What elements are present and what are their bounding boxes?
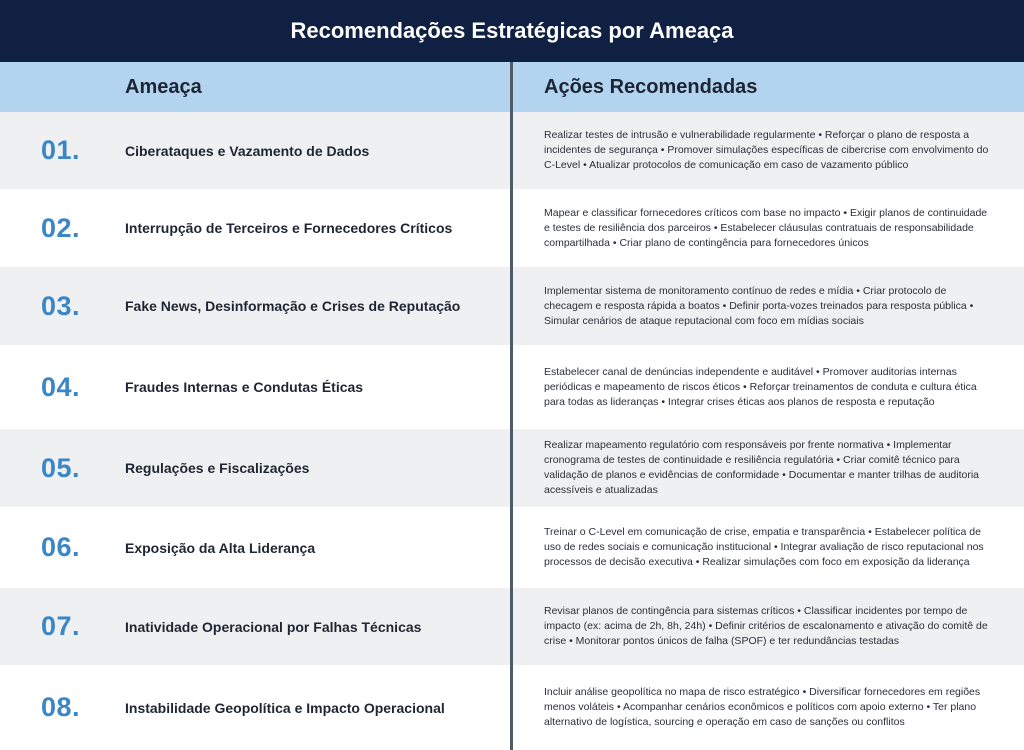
actions-text: Realizar testes de intrusão e vulnerabilidade regularmente • Reforçar o plano de resposta a incidentes de segurança • Promover simulações específicas de cibercrise com envolvimento do C-Level • Atualizar protocolos de comunicação em caso de vazamento público (544, 129, 989, 171)
threat-name: Inatividade Operacional por Falhas Técnicas (125, 618, 422, 635)
row-number: 05. (41, 452, 81, 483)
page-title: Recomendações Estratégicas por Ameaça (0, 0, 1024, 62)
recommended-actions (544, 345, 992, 429)
column-header-threat: Ameaça (125, 75, 202, 98)
actions-text: Estabelecer canal de denúncias independente e auditável • Promover auditorias internas periódicas e mapeamento de riscos éticos • Reforçar treinamentos de conduta e cultura ética para todas as lideranças • Integrar crises éticas aos planos de resposta e reputação (544, 365, 977, 408)
row-number: 06. (41, 532, 81, 562)
recommended-actions (544, 507, 992, 588)
recommended-actions (544, 665, 992, 750)
recommended-actions (544, 429, 992, 507)
row-number: 07. (41, 611, 81, 641)
actions-text: Incluir análise geopolítica no mapa de risco estratégico • Diversificar fornecedores em regiões menos voláteis • Acompanhar cenários econômicos e políticos com apoio externo • Ter plano alternativo de logística, sourcing e operação em caso de sanções ou conflitos (544, 686, 981, 728)
recommended-actions (544, 267, 992, 345)
recommended-actions (544, 112, 992, 189)
actions-text: Realizar mapeamento regulatório com responsáveis por frente normativa • Implementar cronograma de testes de continuidade e resiliência regulatória • Criar comitê técnico para validação de planos e evidências de conformidade • Documentar e manter trilhas de auditoria acessíveis e atualizadas (544, 439, 980, 496)
column-divider (510, 62, 513, 750)
actions-text: Treinar o C-Level em comunicação de crise, empatia e transparência • Estabelecer política de uso de redes sociais e comunicação institucional • Integrar avaliação de risco reputacional nos processos de decisão executiva • Realizar simulações com foco em exposição da liderança (544, 526, 984, 568)
actions-text: Implementar sistema de monitoramento contínuo de redes e mídia • Criar protocolo de checagem e resposta rápida a boatos • Definir porta-vozes treinados para resposta pública • Simular cenários de ataque reputacional com foco em mídias sociais (544, 284, 974, 327)
threat-name: Instabilidade Geopolítica e Impacto Operacional (125, 699, 445, 716)
row-number: 03. (41, 290, 81, 321)
row-number: 02. (41, 212, 81, 243)
row-number: 08. (41, 692, 81, 722)
row-number: 04. (41, 371, 81, 402)
row-number: 01. (41, 135, 81, 165)
actions-text: Revisar planos de contingência para sistemas críticos • Classificar incidentes por tempo de impacto (ex: acima de 2h, 8h, 24h) • Definir critérios de escalonamento e ativação do comitê de crise • Monitorar pontos únicos de falha (SPOF) e ter redundâncias testadas (544, 605, 988, 647)
actions-text: Mapear e classificar fornecedores críticos com base no impacto • Exigir planos de continuidade e testes de resiliência dos parceiros • Estabelecer cláusulas contratuais de responsabilidade compartilhada • Criar plano de contingência para fornecedores únicos (544, 206, 988, 249)
threat-name: Ciberataques e Vazamento de Dados (125, 142, 370, 159)
recommended-actions (544, 189, 992, 267)
threat-name: Fake News, Desinformação e Crises de Reputação (125, 298, 461, 314)
threat-name: Exposição da Alta Liderança (125, 539, 316, 556)
threat-name: Fraudes Internas e Condutas Éticas (125, 379, 364, 395)
threat-name: Regulações e Fiscalizações (125, 460, 310, 476)
recommended-actions (544, 588, 992, 665)
threat-name: Interrupção de Terceiros e Fornecedores Críticos (125, 220, 453, 236)
column-header-actions: Ações Recomendadas (544, 75, 758, 98)
